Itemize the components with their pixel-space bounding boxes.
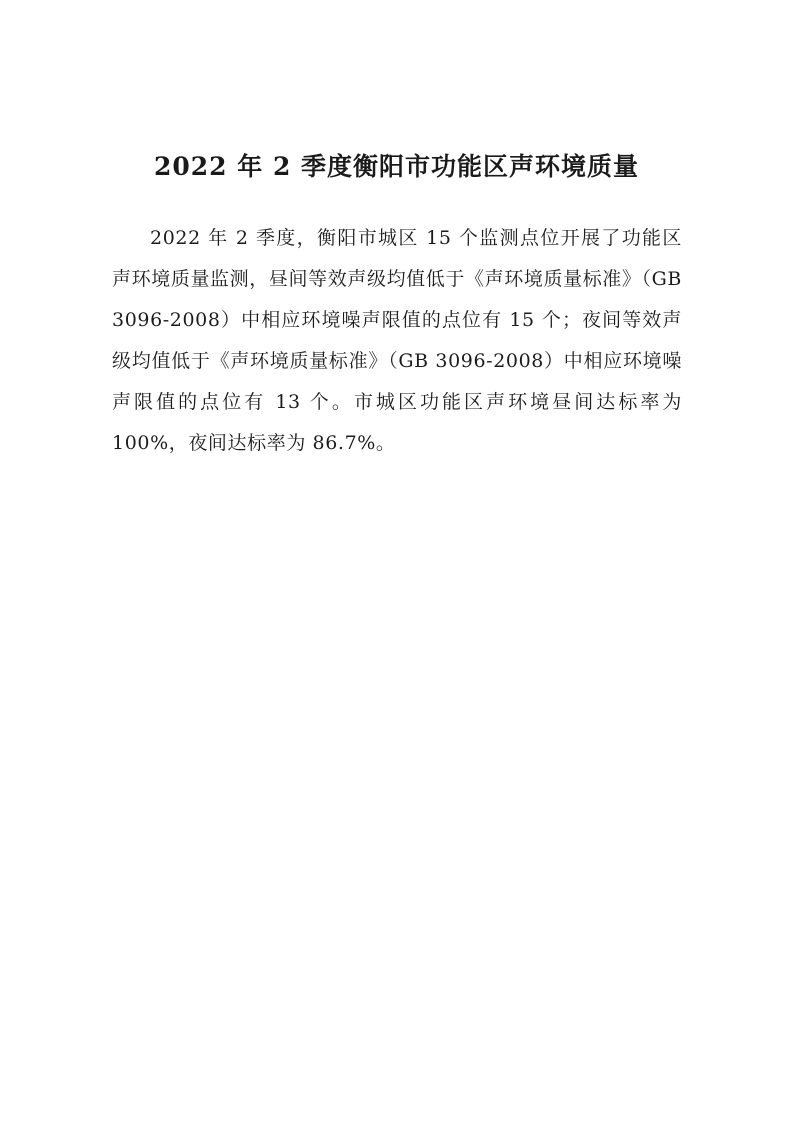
page-title: 2022 年 2 季度衡阳市功能区声环境质量 xyxy=(153,151,640,181)
body-paragraph: 2022 年 2 季度，衡阳市城区 15 个监测点位开展了功能区声环境质量监测，昼间等效声级均值低于《声环境质量标准》（GB 3096-2008）中相应环境噪声限值的点位有 15 个；夜间等效声级均值低于《声环境质量标准》（GB 3096-2008）中相应环境噪声限值的点位有 13 个。市城区功能区声环境昼间达标率为 100%，夜间达标率为 86.7%。 xyxy=(112,227,682,454)
document-body xyxy=(112,218,682,464)
